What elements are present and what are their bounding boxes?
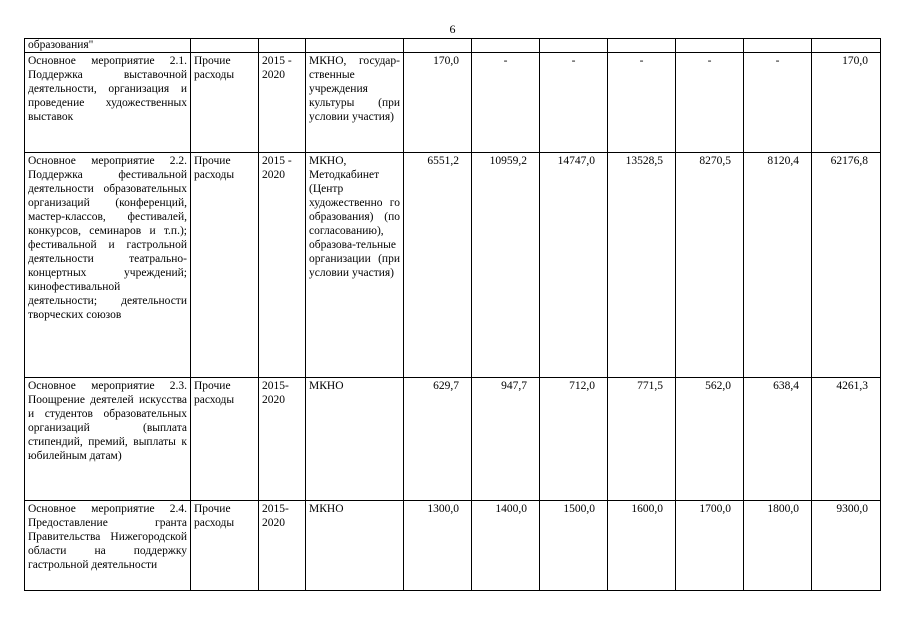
- value-cell: 1400,0: [472, 501, 540, 591]
- continuation-cell: образования": [25, 39, 191, 53]
- executor-cell: МКНО: [306, 378, 404, 501]
- measure-name-cell: Основное мероприятие 2.1. Поддержка выставочной деятельности, организация и проведение художественных выставок: [25, 53, 191, 153]
- value-cell: -: [608, 53, 676, 153]
- value-cell: -: [540, 53, 608, 153]
- years-cell: 2015-2020: [259, 501, 306, 591]
- budget-table: [24, 38, 881, 591]
- years-cell: 2015 - 2020: [259, 153, 306, 378]
- expense-type-cell: Прочие расходы: [191, 378, 259, 501]
- value-cell: 8270,5: [676, 153, 744, 378]
- value-cell: 8120,4: [744, 153, 812, 378]
- executor-cell: МКНО, Методкабинет (Центр художественно го образования) (по согласованию), образова-тельные организации (при условии участия): [306, 153, 404, 378]
- value-cell: 1800,0: [744, 501, 812, 591]
- value-cell: 771,5: [608, 378, 676, 501]
- value-cell: 629,7: [404, 378, 472, 501]
- value-cell: 6551,2: [404, 153, 472, 378]
- table-row: [25, 53, 881, 153]
- years-cell: 2015-2020: [259, 378, 306, 501]
- expense-type-cell: Прочие расходы: [191, 53, 259, 153]
- table-row: [25, 153, 881, 378]
- value-cell: 1600,0: [608, 501, 676, 591]
- value-cell: -: [676, 53, 744, 153]
- table-body: [25, 39, 881, 591]
- value-cell: 10959,2: [472, 153, 540, 378]
- value-cell: 13528,5: [608, 153, 676, 378]
- years-cell: 2015 - 2020: [259, 53, 306, 153]
- table-row: [25, 378, 881, 501]
- value-cell: 562,0: [676, 378, 744, 501]
- table-row-continuation: [25, 39, 881, 53]
- value-cell: 712,0: [540, 378, 608, 501]
- executor-cell: МКНО, государ-ственные учреждения культуры (при условии участия): [306, 53, 404, 153]
- total-cell: 9300,0: [812, 501, 881, 591]
- value-cell: 947,7: [472, 378, 540, 501]
- total-cell: 62176,8: [812, 153, 881, 378]
- page-number: 6: [449, 22, 456, 36]
- value-cell: -: [472, 53, 540, 153]
- value-cell: 1300,0: [404, 501, 472, 591]
- value-cell: -: [744, 53, 812, 153]
- measure-name-cell: Основное мероприятие 2.3. Поощрение деятелей искусства и студентов образовательных организаций (выплата стипендий, премий, выплаты к юбилейным датам): [25, 378, 191, 501]
- measure-name-cell: Основное мероприятие 2.4. Предоставление гранта Правительства Нижегородской области на поддержку гастрольной деятельности: [25, 501, 191, 591]
- expense-type-cell: Прочие расходы: [191, 153, 259, 378]
- value-cell: 1700,0: [676, 501, 744, 591]
- value-cell: 1500,0: [540, 501, 608, 591]
- expense-type-cell: Прочие расходы: [191, 501, 259, 591]
- executor-cell: МКНО: [306, 501, 404, 591]
- measure-name-cell: Основное мероприятие 2.2. Поддержка фестивальной деятельности образовательных организаций (конференций, мастер-классов, фестивалей, конкурсов, семинаров и т.п.); фестивальной и гастрольной деятельности театрально-концертных учреждений; кинофестивальной деятельности; деятельности творческих союзов: [25, 153, 191, 378]
- value-cell: 638,4: [744, 378, 812, 501]
- total-cell: 170,0: [812, 53, 881, 153]
- total-cell: 4261,3: [812, 378, 881, 501]
- value-cell: 170,0: [404, 53, 472, 153]
- value-cell: 14747,0: [540, 153, 608, 378]
- table-row: [25, 501, 881, 591]
